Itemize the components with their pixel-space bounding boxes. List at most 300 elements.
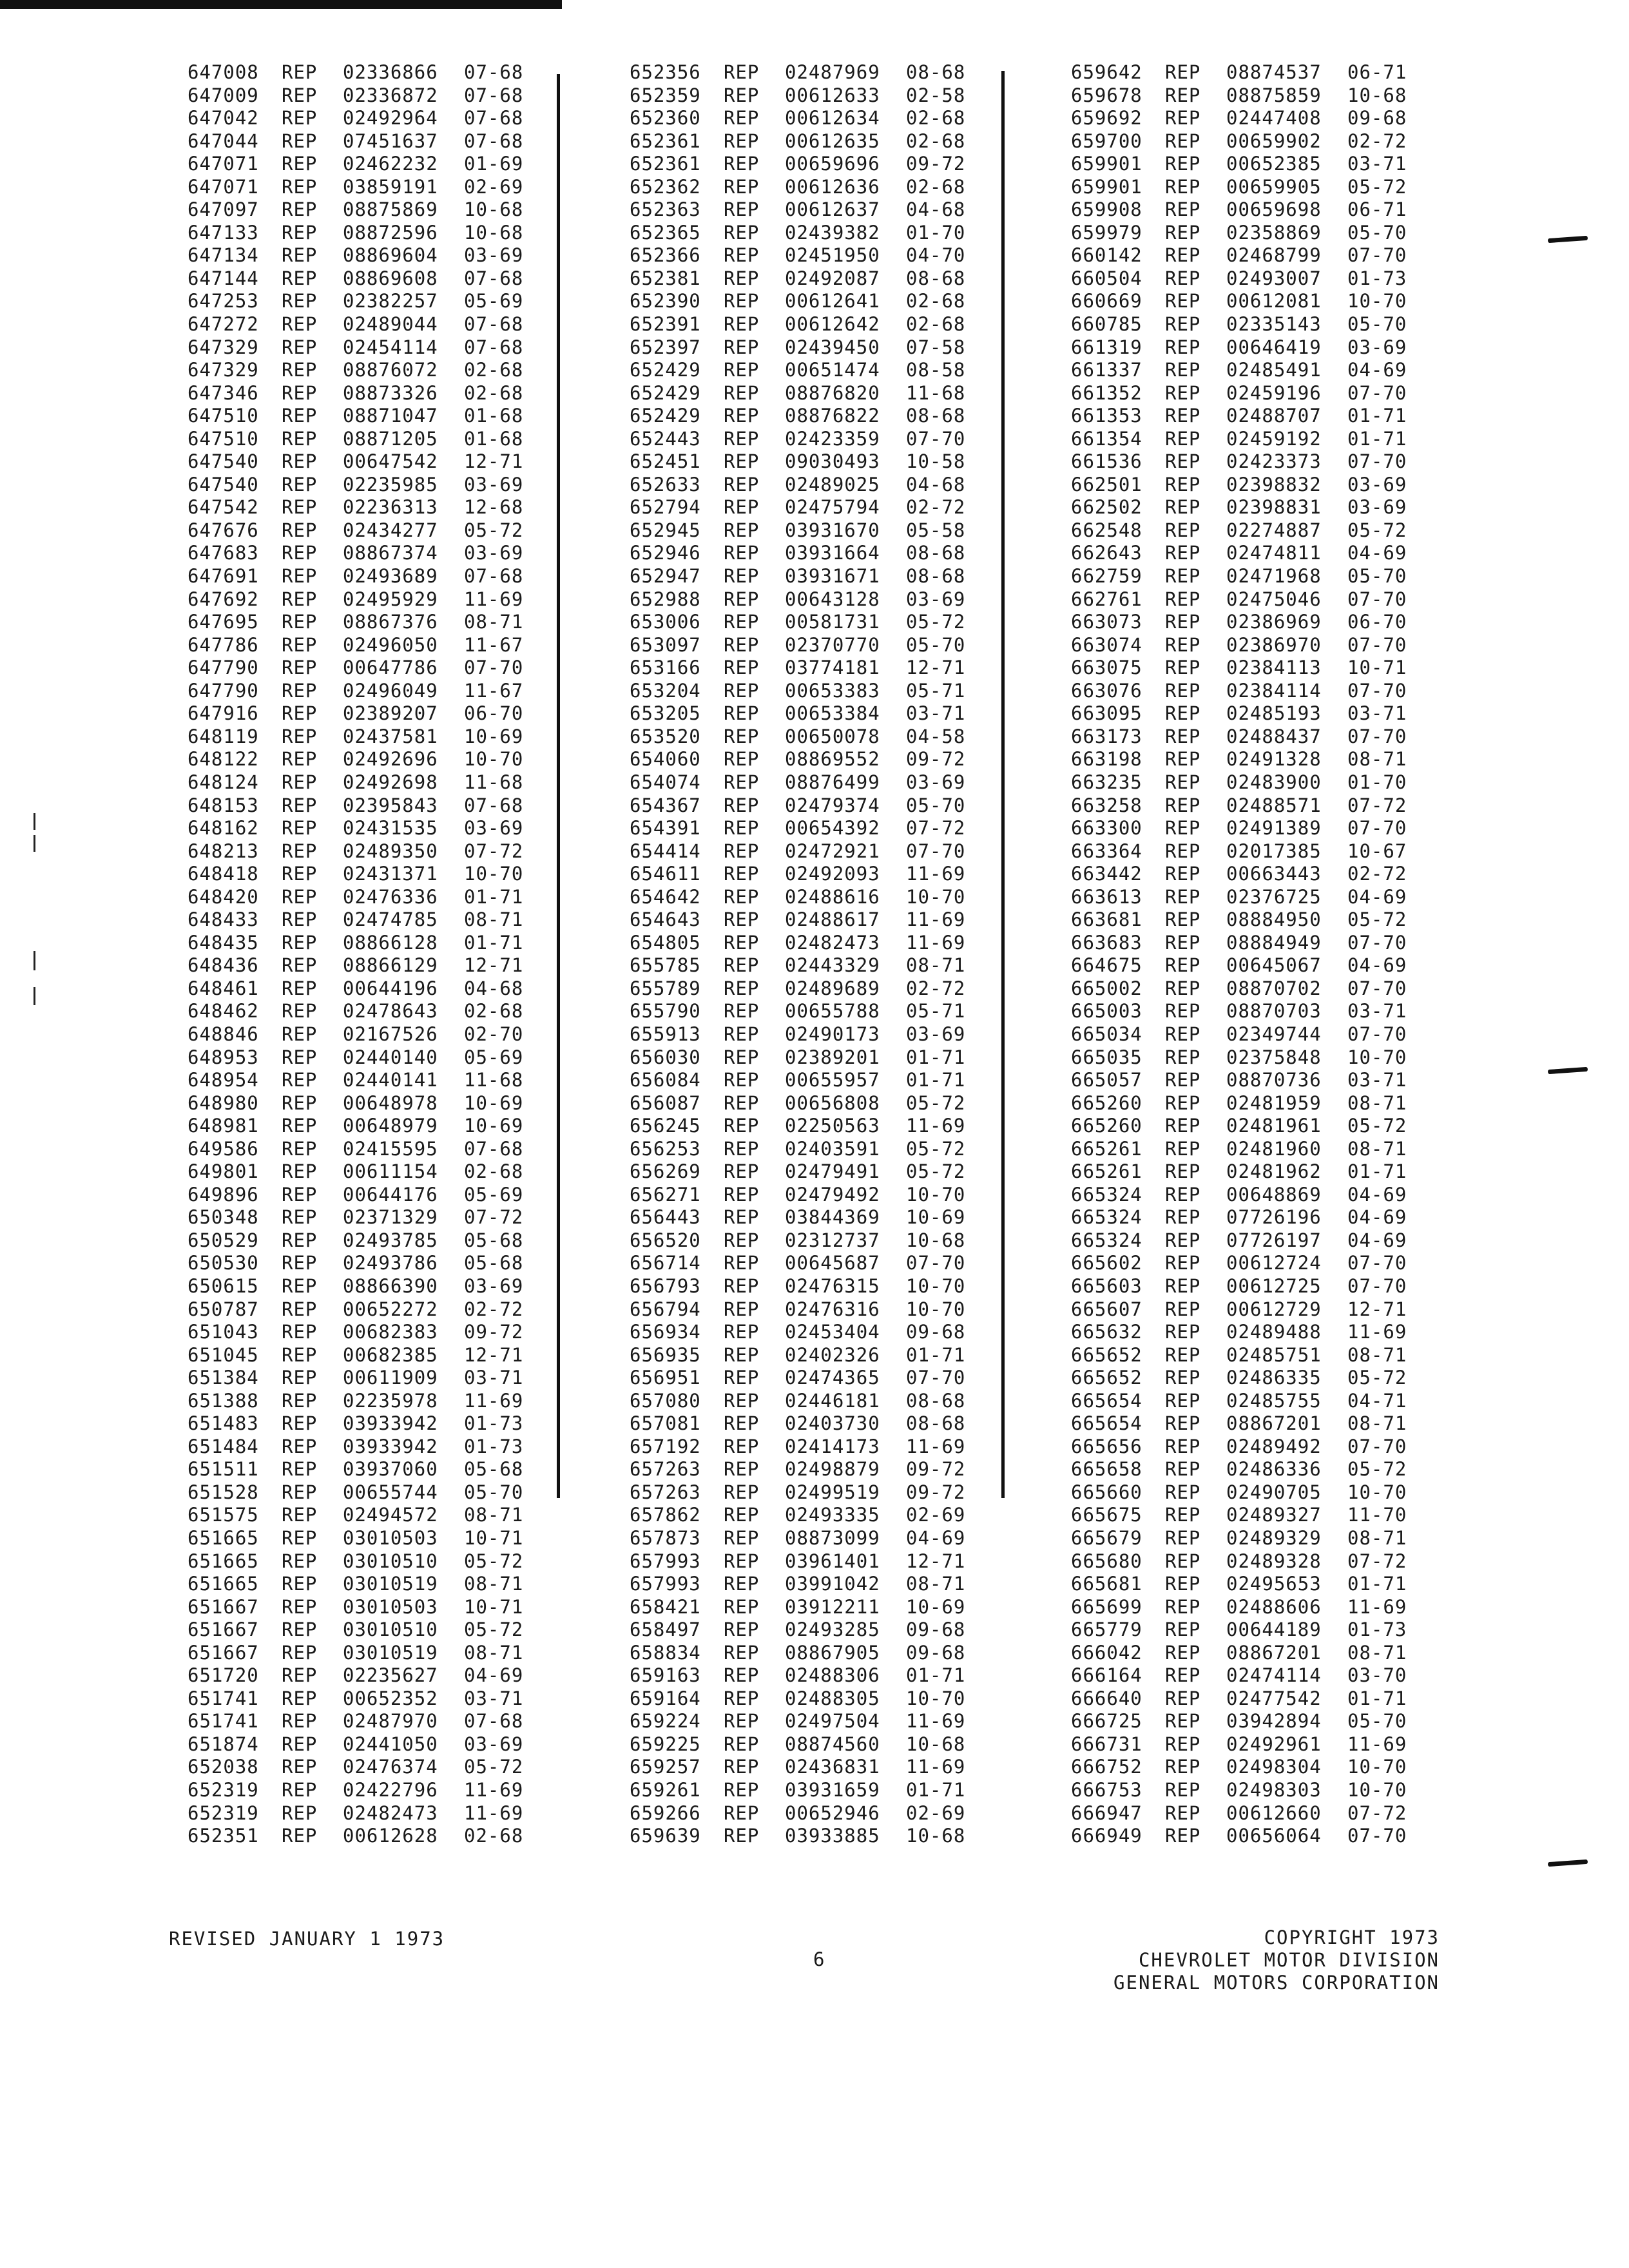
effective-date: 04-69 (1347, 1229, 1407, 1251)
replacement-number: 02474785 (343, 908, 438, 931)
parts-row (630, 1275, 970, 1298)
effective-date: 10-70 (464, 748, 524, 771)
rep-code: REP (1165, 817, 1201, 840)
part-number: 648213 (188, 840, 259, 862)
replacement-number: 03010510 (343, 1619, 438, 1641)
part-number: 654060 (630, 748, 701, 771)
replacement-number: 00659698 (1226, 198, 1322, 221)
part-number: 648122 (188, 748, 259, 771)
parts-row (630, 1458, 970, 1481)
effective-date: 11-69 (906, 1115, 966, 1137)
effective-date: 02-68 (464, 359, 524, 381)
replacement-number: 03931670 (785, 519, 880, 541)
rep-code: REP (282, 977, 318, 999)
rep-code: REP (724, 679, 760, 702)
effective-date: 07-68 (464, 130, 524, 152)
rep-code: REP (282, 496, 318, 519)
parts-row (188, 1619, 528, 1642)
effective-date: 09-68 (906, 1321, 966, 1343)
parts-row (630, 1160, 970, 1184)
replacement-number: 02496049 (343, 679, 438, 702)
parts-row (1071, 1550, 1412, 1573)
part-number: 648980 (188, 1091, 259, 1114)
rep-code: REP (1165, 863, 1201, 885)
effective-date: 03-71 (1347, 1069, 1407, 1091)
effective-date: 05-70 (1347, 313, 1407, 336)
part-number: 666949 (1071, 1825, 1142, 1847)
replacement-number: 00653383 (785, 679, 880, 702)
effective-date: 02-72 (1347, 130, 1407, 152)
effective-date: 03-69 (464, 473, 524, 495)
effective-date: 02-58 (906, 84, 966, 106)
part-number: 647253 (188, 290, 259, 312)
rep-code: REP (724, 1595, 760, 1618)
parts-row (630, 1802, 970, 1825)
part-number: 647683 (188, 542, 259, 564)
replacement-number: 00654392 (785, 817, 880, 840)
rep-code: REP (282, 908, 318, 931)
part-number: 647097 (188, 198, 259, 221)
part-number: 647144 (188, 267, 259, 289)
replacement-number: 02395843 (343, 794, 438, 816)
part-number: 651043 (188, 1321, 259, 1343)
parts-row (1071, 1023, 1412, 1046)
replacement-number: 02312737 (785, 1229, 880, 1251)
rep-code: REP (724, 175, 760, 198)
rep-code: REP (282, 1641, 318, 1664)
parts-row (1071, 565, 1412, 588)
part-number: 656443 (630, 1206, 701, 1229)
part-number: 654074 (630, 771, 701, 793)
parts-row (188, 336, 528, 360)
effective-date: 08-58 (906, 359, 966, 381)
effective-date: 07-68 (464, 794, 524, 816)
replacement-number: 02492087 (785, 267, 880, 289)
rep-code: REP (1165, 1367, 1201, 1389)
replacement-number: 08873326 (343, 381, 438, 404)
effective-date: 07-72 (1347, 1550, 1407, 1572)
rep-code: REP (1165, 313, 1201, 336)
replacement-number: 02375848 (1226, 1046, 1322, 1068)
parts-row (630, 1000, 970, 1023)
rep-code: REP (1165, 1687, 1201, 1709)
part-number: 665057 (1071, 1069, 1142, 1091)
effective-date: 02-69 (464, 175, 524, 198)
effective-date: 08-68 (906, 542, 966, 564)
replacement-number: 00648979 (343, 1115, 438, 1137)
rep-code: REP (724, 1802, 760, 1824)
part-number: 651575 (188, 1504, 259, 1526)
effective-date: 08-68 (906, 1389, 966, 1412)
effective-date: 10-68 (906, 1733, 966, 1755)
parts-row (630, 1412, 970, 1436)
parts-row (188, 1733, 528, 1756)
replacement-number: 02488606 (1226, 1595, 1322, 1618)
rep-code: REP (1165, 1710, 1201, 1733)
part-number: 652391 (630, 313, 701, 336)
rep-code: REP (282, 381, 318, 404)
part-number: 659261 (630, 1779, 701, 1802)
replacement-number: 02250563 (785, 1115, 880, 1137)
rep-code: REP (724, 84, 760, 106)
effective-date: 04-69 (464, 1664, 524, 1687)
effective-date: 08-71 (1347, 1091, 1407, 1114)
parts-row (630, 1390, 970, 1413)
effective-date: 06-71 (1347, 198, 1407, 221)
replacement-number: 02389201 (785, 1046, 880, 1068)
parts-row (1071, 1252, 1412, 1275)
part-number: 663173 (1071, 725, 1142, 747)
rep-code: REP (1165, 496, 1201, 519)
effective-date: 04-69 (1347, 1206, 1407, 1229)
rep-code: REP (724, 107, 760, 130)
rep-code: REP (282, 542, 318, 564)
part-number: 648461 (188, 977, 259, 999)
replacement-number: 02481961 (1226, 1115, 1322, 1137)
rep-code: REP (1165, 977, 1201, 999)
part-number: 659678 (1071, 84, 1142, 106)
effective-date: 05-68 (464, 1458, 524, 1481)
replacement-number: 02481960 (1226, 1137, 1322, 1160)
replacement-number: 00682385 (343, 1343, 438, 1366)
part-number: 665679 (1071, 1527, 1142, 1549)
part-number: 656271 (630, 1183, 701, 1206)
replacement-number: 02382257 (343, 290, 438, 312)
part-number: 647540 (188, 450, 259, 473)
rep-code: REP (1165, 1435, 1201, 1457)
rep-code: REP (1165, 1206, 1201, 1229)
effective-date: 05-68 (464, 1252, 524, 1274)
replacement-number: 02488306 (785, 1664, 880, 1687)
parts-row (1071, 1344, 1412, 1367)
replacement-number: 08876822 (785, 405, 880, 427)
effective-date: 08-71 (1347, 1137, 1407, 1160)
part-number: 647692 (188, 588, 259, 610)
parts-row (630, 565, 970, 588)
part-number: 651741 (188, 1710, 259, 1733)
part-number: 652429 (630, 359, 701, 381)
rep-code: REP (282, 1825, 318, 1847)
replacement-number: 02489488 (1226, 1321, 1322, 1343)
parts-row (1071, 1160, 1412, 1184)
replacement-number: 00645067 (1226, 954, 1322, 977)
replacement-number: 08870736 (1226, 1069, 1322, 1091)
rep-code: REP (282, 1412, 318, 1435)
effective-date: 03-71 (464, 1367, 524, 1389)
part-number: 656084 (630, 1069, 701, 1091)
rep-code: REP (724, 588, 760, 610)
rep-code: REP (1165, 244, 1201, 267)
rep-code: REP (724, 290, 760, 312)
effective-date: 07-70 (906, 427, 966, 450)
replacement-number: 02415595 (343, 1137, 438, 1160)
effective-date: 06-70 (464, 702, 524, 725)
rep-code: REP (282, 633, 318, 656)
replacement-number: 02431535 (343, 817, 438, 840)
part-number: 659908 (1071, 198, 1142, 221)
effective-date: 02-68 (906, 290, 966, 312)
effective-date: 07-72 (464, 840, 524, 862)
effective-date: 07-70 (1347, 244, 1407, 267)
parts-row (630, 1184, 970, 1207)
parts-row (1071, 428, 1412, 451)
rep-code: REP (282, 588, 318, 610)
replacement-number: 08870702 (1226, 977, 1322, 999)
effective-date: 10-58 (906, 450, 966, 473)
rep-code: REP (282, 1733, 318, 1755)
effective-date: 10-70 (1347, 1779, 1407, 1802)
part-number: 647008 (188, 61, 259, 83)
effective-date: 10-71 (1347, 657, 1407, 679)
effective-date: 11-68 (464, 771, 524, 793)
parts-row (1071, 1504, 1412, 1527)
part-number: 663683 (1071, 931, 1142, 954)
rep-code: REP (282, 1183, 318, 1206)
part-number: 648981 (188, 1115, 259, 1137)
effective-date: 10-68 (1347, 84, 1407, 106)
rep-code: REP (1165, 61, 1201, 83)
part-number: 648436 (188, 954, 259, 977)
rep-code: REP (282, 519, 318, 541)
replacement-number: 00659905 (1226, 175, 1322, 198)
replacement-number: 08873099 (785, 1527, 880, 1549)
replacement-number: 02402326 (785, 1343, 880, 1366)
rep-code: REP (282, 1046, 318, 1068)
rep-code: REP (724, 1389, 760, 1412)
effective-date: 07-70 (906, 840, 966, 862)
replacement-number: 02474114 (1226, 1664, 1322, 1687)
part-number: 647540 (188, 473, 259, 495)
effective-date: 10-70 (906, 1274, 966, 1297)
rep-code: REP (282, 1023, 318, 1045)
effective-date: 01-68 (464, 427, 524, 450)
part-number: 661337 (1071, 359, 1142, 381)
part-number: 647916 (188, 702, 259, 725)
part-number: 665632 (1071, 1321, 1142, 1343)
part-number: 665324 (1071, 1229, 1142, 1251)
rep-code: REP (724, 977, 760, 999)
part-number: 648462 (188, 1000, 259, 1023)
part-number: 657263 (630, 1458, 701, 1481)
rep-code: REP (1165, 1825, 1201, 1847)
replacement-number: 08871047 (343, 405, 438, 427)
replacement-number: 02398832 (1226, 473, 1322, 495)
replacement-number: 02489025 (785, 473, 880, 495)
effective-date: 07-68 (464, 313, 524, 336)
part-number: 652361 (630, 130, 701, 152)
replacement-number: 02468799 (1226, 244, 1322, 267)
part-number: 648119 (188, 725, 259, 747)
rep-code: REP (282, 221, 318, 244)
parts-row (1071, 840, 1412, 863)
effective-date: 10-69 (906, 1206, 966, 1229)
parts-row (188, 908, 528, 932)
effective-date: 11-69 (906, 1435, 966, 1457)
parts-row (188, 771, 528, 794)
part-number: 651484 (188, 1435, 259, 1457)
parts-row (188, 1825, 528, 1848)
rep-code: REP (282, 1274, 318, 1297)
effective-date: 06-70 (1347, 611, 1407, 633)
effective-date: 10-70 (906, 1298, 966, 1320)
parts-row (188, 1779, 528, 1802)
parts-row (1071, 932, 1412, 955)
replacement-number: 02459196 (1226, 381, 1322, 404)
part-number: 659901 (1071, 153, 1142, 175)
rep-code: REP (1165, 771, 1201, 793)
parts-row (1071, 886, 1412, 909)
effective-date: 08-71 (1347, 1641, 1407, 1664)
replacement-number: 02236313 (343, 496, 438, 519)
copyright-line: COPYRIGHT 1973 (1264, 1927, 1440, 1948)
replacement-number: 02422796 (343, 1779, 438, 1802)
part-number: 665003 (1071, 1000, 1142, 1023)
effective-date: 02-70 (464, 1023, 524, 1045)
part-number: 665680 (1071, 1550, 1142, 1572)
replacement-number: 02495929 (343, 588, 438, 610)
parts-row (188, 611, 528, 634)
rep-code: REP (724, 267, 760, 289)
rep-code: REP (1165, 1023, 1201, 1045)
parts-row (188, 1687, 528, 1711)
rep-code: REP (282, 1252, 318, 1274)
replacement-number: 03931659 (785, 1779, 880, 1802)
parts-row (630, 1069, 970, 1092)
part-number: 665035 (1071, 1046, 1142, 1068)
effective-date: 07-68 (464, 1710, 524, 1733)
parts-row (188, 702, 528, 726)
replacement-number: 02476315 (785, 1274, 880, 1297)
parts-row (1071, 198, 1412, 222)
parts-row (188, 1298, 528, 1321)
effective-date: 03-69 (906, 588, 966, 610)
replacement-number: 00651474 (785, 359, 880, 381)
part-number: 647695 (188, 611, 259, 633)
part-number: 656030 (630, 1046, 701, 1068)
parts-row (188, 1756, 528, 1779)
part-number: 651528 (188, 1481, 259, 1503)
parts-row (188, 153, 528, 176)
rep-code: REP (724, 1664, 760, 1687)
rep-code: REP (1165, 473, 1201, 495)
effective-date: 07-70 (906, 1252, 966, 1274)
part-number: 652038 (188, 1756, 259, 1778)
effective-date: 03-71 (906, 702, 966, 725)
effective-date: 08-71 (906, 954, 966, 977)
replacement-number: 03933942 (343, 1412, 438, 1435)
replacement-number: 02384114 (1226, 679, 1322, 702)
effective-date: 07-70 (1347, 977, 1407, 999)
parts-row (188, 130, 528, 153)
effective-date: 04-69 (1347, 954, 1407, 977)
replacement-number: 00612635 (785, 130, 880, 152)
rep-code: REP (282, 1504, 318, 1526)
replacement-number: 08866128 (343, 931, 438, 954)
parts-row (188, 1436, 528, 1459)
effective-date: 04-71 (1347, 1389, 1407, 1412)
rep-code: REP (1165, 359, 1201, 381)
replacement-number: 02370770 (785, 633, 880, 656)
part-number: 656793 (630, 1274, 701, 1297)
effective-date: 02-68 (464, 1160, 524, 1183)
replacement-number: 02454114 (343, 336, 438, 358)
rep-code: REP (282, 1367, 318, 1389)
part-number: 665607 (1071, 1298, 1142, 1320)
parts-row (188, 428, 528, 451)
parts-row (1071, 1275, 1412, 1298)
replacement-number: 02479492 (785, 1183, 880, 1206)
part-number: 647691 (188, 565, 259, 588)
effective-date: 09-72 (906, 153, 966, 175)
effective-date: 05-70 (1347, 221, 1407, 244)
part-number: 663681 (1071, 908, 1142, 931)
parts-row (630, 222, 970, 245)
replacement-number: 00647542 (343, 450, 438, 473)
parts-row (630, 1550, 970, 1573)
effective-date: 10-71 (464, 1595, 524, 1618)
effective-date: 08-71 (464, 1573, 524, 1595)
parts-row (630, 290, 970, 313)
effective-date: 10-70 (906, 1183, 966, 1206)
effective-date: 03-71 (1347, 153, 1407, 175)
rep-code: REP (282, 1458, 318, 1481)
part-number: 654611 (630, 863, 701, 885)
effective-date: 01-71 (1347, 1573, 1407, 1595)
part-number: 654391 (630, 817, 701, 840)
rep-code: REP (1165, 794, 1201, 816)
part-number: 654414 (630, 840, 701, 862)
rep-code: REP (724, 1229, 760, 1251)
replacement-number: 00663443 (1226, 863, 1322, 885)
replacement-number: 02358869 (1226, 221, 1322, 244)
part-number: 647542 (188, 496, 259, 519)
parts-row (630, 1138, 970, 1161)
replacement-number: 00659696 (785, 153, 880, 175)
part-number: 647346 (188, 381, 259, 404)
part-number: 663074 (1071, 633, 1142, 656)
rep-code: REP (282, 473, 318, 495)
parts-row (188, 1160, 528, 1184)
parts-row (630, 1527, 970, 1550)
effective-date: 04-69 (1347, 885, 1407, 908)
effective-date: 05-68 (464, 1229, 524, 1251)
replacement-number: 08867905 (785, 1641, 880, 1664)
rep-code: REP (282, 1619, 318, 1641)
effective-date: 05-71 (906, 679, 966, 702)
effective-date: 02-68 (906, 313, 966, 336)
replacement-number: 00611154 (343, 1160, 438, 1183)
part-number: 659901 (1071, 175, 1142, 198)
parts-row (630, 840, 970, 863)
replacement-number: 02386969 (1226, 611, 1322, 633)
rep-code: REP (1165, 702, 1201, 725)
rep-code: REP (1165, 542, 1201, 564)
effective-date: 07-70 (1347, 817, 1407, 840)
parts-row (630, 336, 970, 360)
rep-code: REP (1165, 1802, 1201, 1824)
replacement-number: 07726196 (1226, 1206, 1322, 1229)
rep-code: REP (724, 908, 760, 931)
replacement-number: 00612636 (785, 175, 880, 198)
replacement-number: 00647786 (343, 657, 438, 679)
replacement-number: 02479374 (785, 794, 880, 816)
part-number: 647044 (188, 130, 259, 152)
parts-row (1071, 1619, 1412, 1642)
replacement-number: 08884949 (1226, 931, 1322, 954)
replacement-number: 00581731 (785, 611, 880, 633)
rep-code: REP (282, 290, 318, 312)
part-number: 655790 (630, 1000, 701, 1023)
